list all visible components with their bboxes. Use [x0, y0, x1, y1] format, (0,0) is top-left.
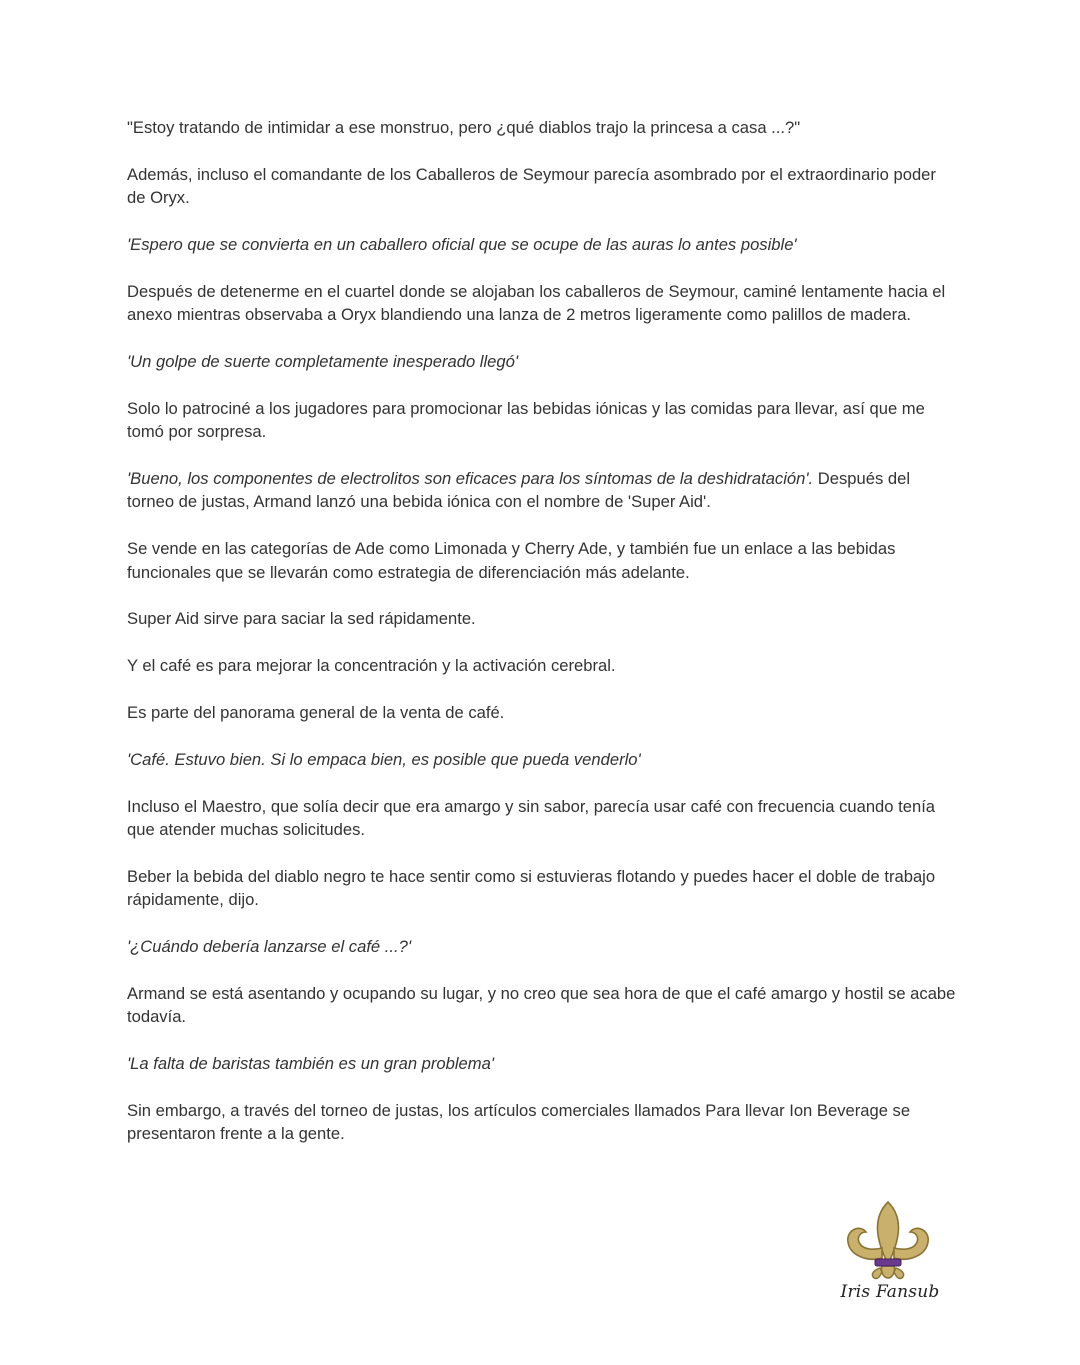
paragraph-4: Después de detenerme en el cuartel donde se alojaban los caballeros de Seymour, caminé lentamente hacia el anexo mientras observaba a Oryx blandiendo una lanza de 2 metros ligeramente como palillos de madera.	[127, 281, 946, 325]
paragraph-3-italic: 'Espero que se convierta en un caballero oficial que se ocupe de las auras lo antes posible'	[127, 235, 797, 254]
paragraph-11: Es parte del panorama general de la venta de café.	[127, 703, 505, 722]
paragraph-7-italic-part: 'Bueno, los componentes de electrolitos son eficaces para los síntomas de la deshidratación'.	[127, 469, 814, 488]
paragraph-10: Y el café es para mejorar la concentración y la activación cerebral.	[127, 656, 616, 676]
paragraph-2: Además, incluso el comandante de los Caballeros de Seymour parecía asombrado por el extraordinario poder de Oryx.	[127, 164, 936, 208]
document-body	[127, 116, 957, 1169]
paragraph-8: Se vende en las categorías de Ade como Limonada y Cherry Ade, y también fue un enlace a las bebidas funcionales que se llevarán como estrategia de diferenciación más adelante.	[127, 539, 896, 582]
paragraph-14: Beber la bebida del diablo negro te hace sentir como si estuvieras flotando y puedes hacer el doble de trabajo rápidamente, dijo.	[127, 866, 936, 910]
paragraph-7-normal-part: Después del torneo de justas, Armand lanzó una bebida iónica con el nombre de 'Super Aid'.	[127, 469, 911, 512]
fleur-de-lis-icon	[838, 1198, 942, 1284]
paragraph-9: Super Aid sirve para saciar la sed rápidamente.	[127, 609, 476, 629]
paragraph-12-italic: 'Café. Estuvo bien. Si lo empaca bien, es posible que pueda venderlo'	[127, 749, 641, 769]
paragraph-5-italic: 'Un golpe de suerte completamente inesperado llegó'	[127, 352, 519, 371]
paragraph-17-italic: 'La falta de baristas también es un gran problema'	[127, 1054, 495, 1073]
paragraph-15-italic: '¿Cuándo debería lanzarse el café ...?'	[127, 937, 411, 956]
iris-fansub-watermark	[838, 1198, 948, 1308]
paragraph-16: Armand se está asentando y ocupando su lugar, y no creo que sea hora de que el café amargo y hostil se acabe todavía.	[127, 983, 956, 1027]
paragraph-6: Solo lo patrociné a los jugadores para promocionar las bebidas iónicas y las comidas para llevar, así que me tomó por sorpresa.	[127, 398, 925, 442]
paragraph-18: Sin embargo, a través del torneo de justas, los artículos comerciales llamados Para llevar Ion Beverage se presentaron frente a la gente.	[127, 1100, 911, 1144]
paragraph-13: Incluso el Maestro, que solía decir que era amargo y sin sabor, parecía usar café con frecuencia cuando tenía que atender muchas solicitudes.	[127, 796, 936, 839]
watermark-label: Iris Fansub	[840, 1282, 940, 1302]
paragraph-7-mixed	[127, 467, 957, 514]
paragraph-1: "Estoy tratando de intimidar a ese monstruo, pero ¿qué diablos trajo la princesa a casa ...?"	[127, 118, 801, 137]
